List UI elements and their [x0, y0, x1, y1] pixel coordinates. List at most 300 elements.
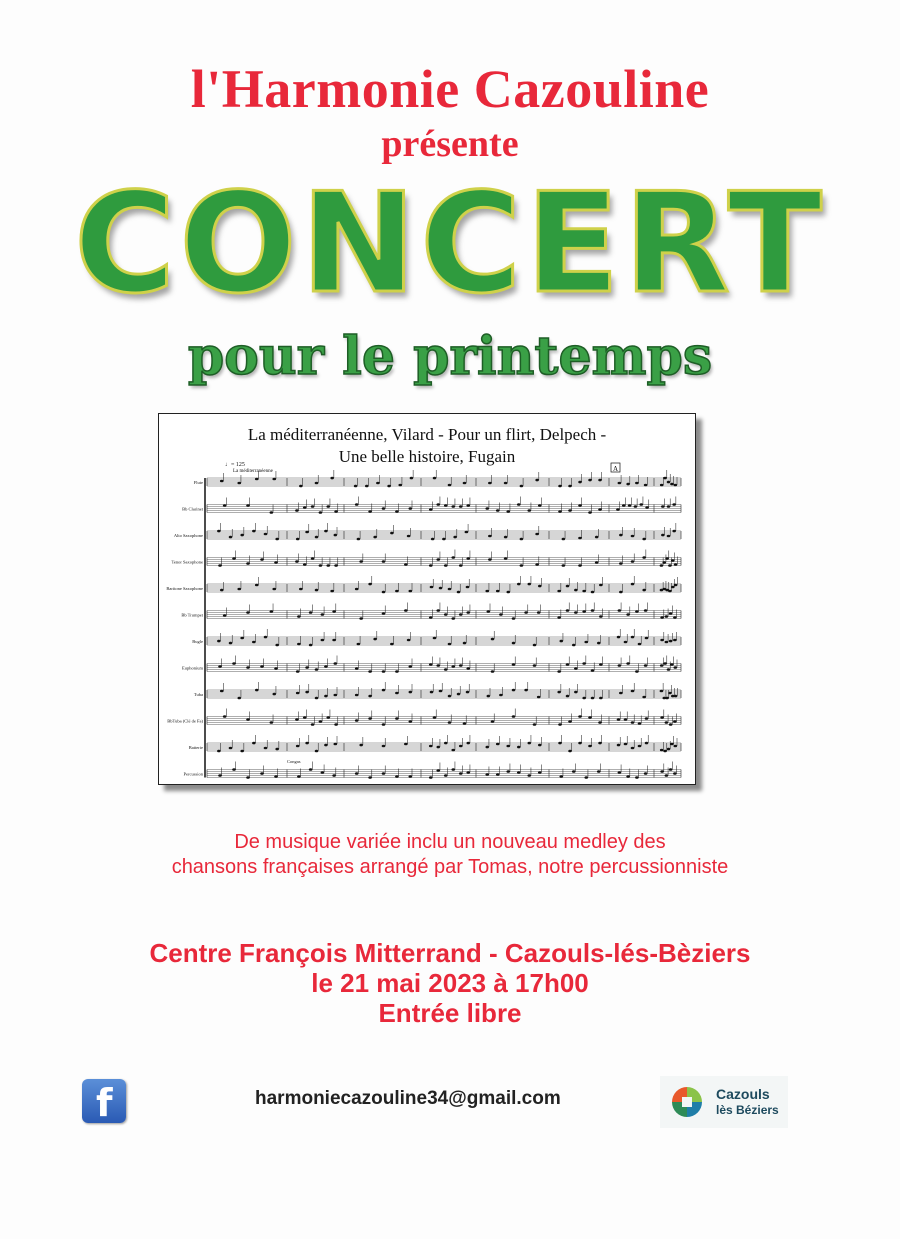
note-head — [619, 534, 623, 537]
instrument-label: Bb Clarinet — [182, 506, 203, 512]
note-head — [382, 612, 386, 615]
note-head — [409, 720, 413, 723]
note-head — [395, 692, 399, 695]
note-head — [673, 720, 677, 723]
note-head — [599, 584, 603, 587]
note-head — [232, 557, 236, 560]
note-head — [672, 530, 676, 533]
note-head — [359, 744, 363, 747]
note-head — [591, 591, 595, 594]
note-head — [303, 506, 307, 509]
note-head — [395, 775, 399, 778]
note-head — [538, 585, 542, 588]
note-head — [588, 745, 592, 748]
note-head — [537, 611, 541, 614]
note-head — [324, 695, 328, 698]
note-head — [390, 532, 394, 535]
note-head — [463, 642, 467, 645]
note-head — [645, 637, 649, 640]
instrument-label: Tuba — [193, 692, 203, 697]
note-head — [660, 770, 664, 773]
note-head — [622, 504, 626, 507]
note-head — [382, 772, 386, 775]
note-head — [512, 689, 516, 692]
note-head — [466, 586, 470, 589]
note-head — [668, 692, 672, 695]
note-head — [382, 670, 386, 673]
note-head — [429, 508, 433, 511]
note-head — [466, 557, 470, 560]
note-head — [662, 561, 666, 564]
note-head — [436, 769, 440, 772]
note-head — [232, 662, 236, 665]
note-head — [674, 695, 678, 698]
note-head — [387, 485, 391, 488]
note-head — [631, 560, 635, 563]
note-head — [270, 511, 274, 514]
note-head — [295, 509, 299, 512]
note-head — [663, 477, 667, 480]
note-head — [617, 744, 621, 747]
note-head — [584, 776, 588, 779]
note-head — [395, 670, 399, 673]
note-head — [674, 484, 678, 487]
note-head — [330, 477, 334, 480]
note-head — [506, 591, 510, 594]
note-head — [444, 564, 448, 567]
note-head — [642, 556, 646, 559]
note-head — [631, 636, 635, 639]
note-head — [618, 609, 622, 612]
note-head — [368, 583, 372, 586]
note-head — [270, 721, 274, 724]
note-head — [299, 485, 303, 488]
note-head — [433, 716, 437, 719]
note-head — [635, 610, 639, 613]
note-head — [451, 768, 455, 771]
note-head — [315, 536, 319, 539]
note-head — [368, 717, 372, 720]
note-head — [382, 507, 386, 510]
note-head — [568, 750, 572, 753]
description-line2: chansons françaises arrangé par Tomas, notre percussionniste — [171, 856, 729, 878]
note-head — [491, 670, 495, 673]
note-head — [520, 564, 524, 567]
note-head — [557, 590, 561, 593]
note-head — [638, 745, 642, 748]
note-head — [572, 770, 576, 773]
note-head — [295, 718, 299, 721]
note-head — [487, 610, 491, 613]
note-head — [661, 534, 665, 537]
note-head — [665, 641, 669, 644]
note-head — [588, 511, 592, 514]
note-head — [617, 636, 621, 639]
note-head — [334, 723, 338, 726]
note-head — [448, 484, 452, 487]
score-title-line1: La méditerranéenne, Vilard - Pour un flirt, Delpech - — [247, 425, 607, 444]
note-head — [297, 643, 301, 646]
note-head — [355, 503, 359, 506]
note-head — [433, 477, 437, 480]
note-head — [355, 719, 359, 722]
note-head — [354, 485, 358, 488]
note-head — [660, 664, 664, 667]
note-head — [667, 481, 671, 484]
note-head — [409, 691, 413, 694]
note-head — [669, 640, 673, 643]
note-head — [451, 556, 455, 559]
event-venue: Centre François Mitterrand - Cazouls-lés-Bèziers — [149, 938, 751, 968]
note-head — [598, 721, 602, 724]
note-head — [324, 665, 328, 668]
note-head — [660, 616, 664, 619]
note-head — [220, 690, 224, 693]
note-head — [506, 770, 510, 773]
cazouls-logo — [660, 1076, 788, 1128]
event-admission: Entrée libre — [378, 998, 522, 1028]
note-head — [296, 538, 300, 541]
note-head — [459, 664, 463, 667]
note-head — [517, 746, 521, 749]
note-head — [229, 642, 233, 645]
note-head — [506, 745, 510, 748]
note-head — [588, 479, 592, 482]
note-head — [660, 716, 664, 719]
note-head — [566, 609, 570, 612]
note-head — [670, 483, 674, 486]
note-head — [451, 505, 455, 508]
note-head — [275, 644, 279, 647]
instrument-label: Flute — [193, 480, 203, 485]
note-head — [466, 771, 470, 774]
note-head — [274, 561, 278, 564]
note-head — [634, 505, 638, 508]
note-head — [376, 482, 380, 485]
note-head — [631, 535, 635, 538]
note-head — [305, 691, 309, 694]
note-head — [451, 749, 455, 752]
note-head — [448, 643, 452, 646]
note-head — [638, 722, 642, 725]
note-head — [595, 536, 599, 539]
note-head — [409, 507, 413, 510]
note-head — [566, 663, 570, 666]
note-head — [315, 482, 319, 485]
note-head — [584, 641, 588, 644]
note-head — [631, 721, 635, 724]
note-head — [357, 538, 361, 541]
note-head — [409, 590, 413, 593]
note-head — [315, 697, 319, 700]
note-head — [644, 609, 648, 612]
note-head — [319, 564, 323, 567]
note-head — [537, 696, 541, 699]
note-head — [599, 663, 603, 666]
note-head — [409, 665, 413, 668]
note-head — [395, 590, 399, 593]
note-head — [275, 538, 279, 541]
note-head — [229, 747, 233, 750]
note-head — [582, 662, 586, 665]
note-head — [582, 590, 586, 593]
note-head — [538, 504, 542, 507]
logo-text-1: Cazouls — [716, 1086, 770, 1102]
email-link[interactable]: harmoniecazouline34@gmail.com — [255, 1088, 561, 1109]
note-head — [444, 504, 448, 507]
note-head — [305, 666, 309, 669]
note-head — [368, 670, 372, 673]
note-head — [559, 775, 563, 778]
note-head — [660, 484, 664, 487]
instrument-label: Tenor Saxophone — [171, 559, 203, 565]
note-head — [619, 692, 623, 695]
note-head — [368, 695, 372, 698]
note-head — [240, 750, 244, 753]
section-label: La méditerranéenne — [233, 469, 273, 474]
note-head — [220, 480, 224, 483]
note-head — [618, 482, 622, 485]
note-head — [332, 610, 336, 613]
note-head — [578, 481, 582, 484]
note-head — [309, 768, 313, 771]
note-head — [485, 773, 489, 776]
note-head — [395, 717, 399, 720]
note-head — [252, 530, 256, 533]
note-head — [619, 562, 623, 565]
note-head — [272, 478, 276, 481]
note-head — [260, 558, 264, 561]
note-head — [635, 776, 639, 779]
note-head — [309, 611, 313, 614]
note-head — [240, 534, 244, 537]
note-head — [237, 697, 241, 700]
instrument-label: Euphonium — [182, 665, 203, 671]
note-head — [669, 768, 673, 771]
note-head — [463, 722, 467, 725]
note-head — [665, 697, 669, 700]
note-head — [296, 670, 300, 673]
note-head — [319, 511, 323, 514]
note-head — [491, 638, 495, 641]
note-head — [660, 690, 664, 693]
note-head — [504, 482, 508, 485]
rehearsal-mark: A — [613, 465, 619, 473]
note-head — [324, 744, 328, 747]
note-head — [558, 742, 562, 745]
note-head — [429, 616, 433, 619]
note-head — [448, 695, 452, 698]
note-head — [303, 563, 307, 566]
note-head — [512, 715, 516, 718]
note-head — [582, 697, 586, 700]
note-head — [520, 538, 524, 541]
note-head — [535, 533, 539, 536]
note-head — [332, 774, 336, 777]
note-head — [670, 663, 674, 666]
note-head — [274, 667, 278, 670]
note-head — [673, 639, 677, 642]
event-details — [0, 938, 900, 1028]
instrument-label: Percussion — [183, 771, 203, 777]
note-head — [591, 697, 595, 700]
note-head — [660, 749, 664, 752]
note-head — [566, 585, 570, 588]
note-head — [517, 503, 521, 506]
facebook-icon[interactable]: f — [82, 1079, 126, 1123]
note-head — [429, 564, 433, 567]
note-head — [315, 589, 319, 592]
note-head — [660, 564, 664, 567]
logo-mark-icon — [670, 1085, 704, 1119]
note-head — [220, 589, 224, 592]
note-head — [255, 689, 259, 692]
note-head — [639, 503, 643, 506]
note-head — [628, 504, 632, 507]
note-head — [305, 531, 309, 534]
note-head — [334, 564, 338, 567]
note-head — [496, 773, 500, 776]
note-head — [671, 586, 675, 589]
note-head — [506, 510, 510, 513]
note-head — [645, 506, 649, 509]
note-head — [599, 697, 603, 700]
note-head — [665, 721, 669, 724]
note-head — [487, 695, 491, 698]
instrument-label: Bb Trumpet — [181, 612, 203, 618]
note-head — [218, 665, 222, 668]
note-head — [667, 535, 671, 538]
note-head — [311, 505, 315, 508]
note-head — [429, 745, 433, 748]
note-head — [444, 668, 448, 671]
note-head — [373, 638, 377, 641]
note-head — [459, 772, 463, 775]
note-head — [667, 748, 671, 751]
note-head — [631, 690, 635, 693]
note-head — [217, 640, 221, 643]
note-head — [670, 743, 674, 746]
note-head — [451, 617, 455, 620]
note-head — [334, 694, 338, 697]
note-head — [512, 663, 516, 666]
congas-label: Congas — [287, 759, 301, 764]
note-head — [430, 586, 434, 589]
note-head — [671, 559, 675, 562]
note-head — [315, 668, 319, 671]
note-head — [638, 643, 642, 646]
note-head — [578, 537, 582, 540]
note-head — [533, 664, 537, 667]
note-head — [562, 564, 566, 567]
note-head — [237, 482, 241, 485]
note-head — [457, 591, 461, 594]
note-head — [355, 694, 359, 697]
note-head — [217, 750, 221, 753]
note-head — [624, 743, 628, 746]
note-head — [429, 776, 433, 779]
note-head — [527, 742, 531, 745]
note-head — [459, 564, 463, 567]
note-head — [433, 637, 437, 640]
note-head — [527, 583, 531, 586]
note-head — [504, 557, 508, 560]
note-head — [326, 716, 330, 719]
note-head — [297, 615, 301, 618]
note-head — [311, 723, 315, 726]
note-head — [559, 640, 563, 643]
note-head — [533, 644, 537, 647]
note-head — [524, 611, 528, 614]
note-head — [598, 508, 602, 511]
presents-label: présente — [381, 123, 519, 165]
note-head — [574, 667, 578, 670]
note-head — [272, 693, 276, 696]
note-head — [466, 742, 470, 745]
note-head — [591, 669, 595, 672]
score-title-line2: Une belle histoire, Fugain — [338, 447, 516, 466]
note-head — [444, 742, 448, 745]
note-head — [665, 774, 669, 777]
note-head — [588, 716, 592, 719]
note-head — [557, 691, 561, 694]
note-head — [674, 666, 678, 669]
note-head — [669, 612, 673, 615]
note-head — [466, 667, 470, 670]
note-head — [296, 692, 300, 695]
note-head — [332, 639, 336, 642]
note-head — [255, 584, 259, 587]
note-head — [572, 644, 576, 647]
note-head — [668, 564, 672, 567]
note-head — [365, 485, 369, 488]
organizer-title: l'Harmonie Cazouline — [190, 59, 710, 119]
instrument-label: Baritone Saxophone — [166, 586, 203, 591]
note-head — [463, 482, 467, 485]
note-head — [409, 775, 413, 778]
note-head — [661, 505, 665, 508]
note-head — [264, 636, 268, 639]
note-head — [624, 718, 628, 721]
note-head — [296, 745, 300, 748]
note-head — [444, 774, 448, 777]
note-head — [252, 742, 256, 745]
note-head — [624, 641, 628, 644]
note-head — [557, 616, 561, 619]
note-head — [591, 609, 595, 612]
note-head — [618, 664, 622, 667]
note-head — [252, 641, 256, 644]
note-head — [527, 509, 531, 512]
note-head — [674, 563, 678, 566]
note-head — [667, 668, 671, 671]
note-head — [491, 720, 495, 723]
note-head — [635, 482, 639, 485]
note-head — [444, 613, 448, 616]
note-head — [436, 503, 440, 506]
note-head — [574, 691, 578, 694]
note-head — [295, 560, 299, 563]
note-head — [303, 716, 307, 719]
note-head — [673, 616, 677, 619]
note-head — [359, 617, 363, 620]
note-head — [368, 510, 372, 513]
note-head — [626, 613, 630, 616]
note-head — [246, 504, 250, 507]
note-head — [568, 509, 572, 512]
note-head — [275, 748, 279, 751]
note-head — [582, 610, 586, 613]
